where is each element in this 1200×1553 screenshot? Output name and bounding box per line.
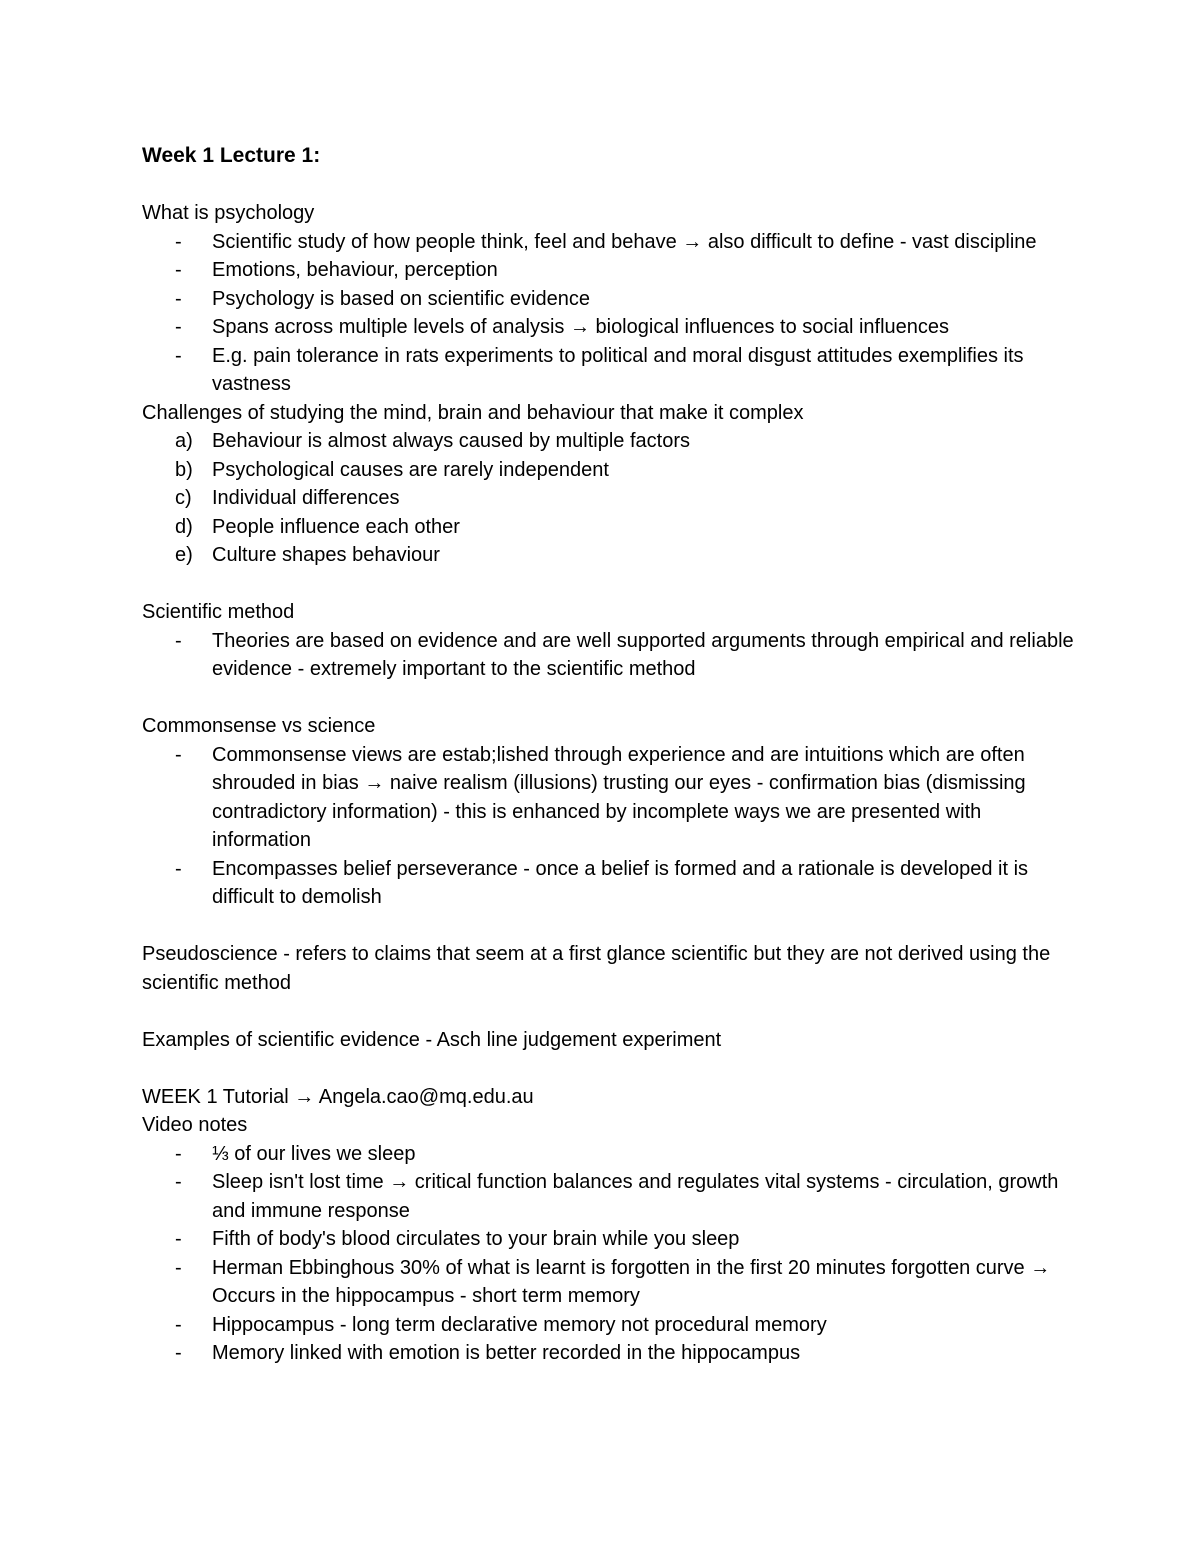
section-heading-tutorial: WEEK 1 Tutorial → Angela.cao@mq.edu.au xyxy=(142,1085,534,1108)
list-marker: c) xyxy=(175,487,192,509)
bullet-marker: - xyxy=(175,1228,182,1250)
list-item-text: Herman Ebbinghous 30% of what is learnt is forgotten in the first 20 minutes forgotten curve → Occurs in the hippocampus - short term memory xyxy=(212,1256,1051,1307)
spacer xyxy=(142,570,1082,599)
list-item-text: Sleep isn't lost time → critical function balances and regulates vital systems - circulation, growth and immune response xyxy=(212,1171,1059,1222)
list-item xyxy=(142,484,1082,513)
bullet-marker: - xyxy=(175,287,182,310)
list-item-text: Culture shapes behaviour xyxy=(212,544,440,566)
list-marker: a) xyxy=(175,430,193,452)
spacer xyxy=(142,912,1082,941)
list-item xyxy=(142,541,1082,570)
list-marker: d) xyxy=(175,515,193,538)
list-item xyxy=(142,228,1082,257)
pseudoscience-paragraph: Pseudoscience - refers to claims that seem at a first glance scientific but they are not derived using the scientific method xyxy=(142,943,1051,994)
spacer xyxy=(142,1054,1082,1083)
list-item xyxy=(142,456,1082,485)
list-item xyxy=(142,313,1082,342)
list-item xyxy=(142,427,1082,456)
bullet-marker: - xyxy=(175,344,182,367)
commonsense-list xyxy=(142,741,1082,912)
examples-paragraph: Examples of scientific evidence - Asch line judgement experiment xyxy=(142,1028,722,1051)
list-item xyxy=(142,1225,1082,1254)
list-item xyxy=(142,1339,1082,1368)
bullet-marker: - xyxy=(175,230,182,253)
list-item xyxy=(142,1168,1082,1225)
list-item-text: ⅓ of our lives we sleep xyxy=(212,1142,416,1165)
list-item xyxy=(142,285,1082,314)
list-item xyxy=(142,1311,1082,1340)
list-item xyxy=(142,256,1082,285)
list-item-text: People influence each other xyxy=(212,515,460,538)
document-page xyxy=(142,141,1082,1368)
list-item xyxy=(142,513,1082,542)
section-heading-psychology: What is psychology xyxy=(142,202,315,224)
section-heading-commonsense: Commonsense vs science xyxy=(142,715,376,737)
spacer xyxy=(142,684,1082,713)
list-item-text: Memory linked with emotion is better recorded in the hippocampus xyxy=(212,1342,801,1364)
bullet-marker: - xyxy=(175,1313,182,1336)
list-item-text: Commonsense views are estab;lished through experience and are intuitions which are often shrouded in bias → naive realism (illusions) trusting our eyes - confirmation bias (dismissing contradictory information) - this is enhanced by incomplete ways we are presented with information xyxy=(212,743,1026,851)
list-item-text: Hippocampus - long term declarative memory not procedural memory xyxy=(212,1313,827,1336)
list-item xyxy=(142,342,1082,399)
list-item-text: Emotions, behaviour, perception xyxy=(212,259,498,281)
list-item-text: Behaviour is almost always caused by multiple factors xyxy=(212,430,690,452)
list-item-text: Spans across multiple levels of analysis → biological influences to social influences xyxy=(212,316,950,338)
list-item-text: Encompasses belief perseverance - once a belief is formed and a rationale is developed it is difficult to demolish xyxy=(212,857,1029,908)
list-marker: b) xyxy=(175,458,193,481)
list-item-text: Psychological causes are rarely independent xyxy=(212,458,609,481)
list-item xyxy=(142,1140,1082,1169)
bullet-marker: - xyxy=(175,857,182,880)
bullet-marker: - xyxy=(175,743,182,766)
bullet-marker: - xyxy=(175,1171,182,1193)
list-item xyxy=(142,1254,1082,1311)
psychology-list xyxy=(142,228,1082,399)
list-item-text: Scientific study of how people think, feel and behave → also difficult to define - vast discipline xyxy=(212,230,1037,253)
bullet-marker: - xyxy=(175,1142,182,1165)
list-item-text: Psychology is based on scientific evidence xyxy=(212,287,590,310)
bullet-marker: - xyxy=(175,629,182,652)
list-item xyxy=(142,855,1082,912)
bullet-marker: - xyxy=(175,316,182,338)
bullet-marker: - xyxy=(175,1342,182,1364)
bullet-marker: - xyxy=(175,259,182,281)
section-subheading-video-notes: Video notes xyxy=(142,1114,248,1136)
list-marker: e) xyxy=(175,544,193,566)
section-heading-challenges: Challenges of studying the mind, brain and behaviour that make it complex xyxy=(142,401,804,424)
challenges-list xyxy=(142,427,1082,570)
list-item-text: E.g. pain tolerance in rats experiments to political and moral disgust attitudes exemplifies its vastness xyxy=(212,344,1024,395)
list-item xyxy=(142,741,1082,855)
page-title: Week 1 Lecture 1: xyxy=(142,144,321,167)
video-notes-list xyxy=(142,1140,1082,1368)
spacer xyxy=(142,997,1082,1026)
list-item-text: Individual differences xyxy=(212,487,400,509)
bullet-marker: - xyxy=(175,1256,182,1279)
list-item-text: Theories are based on evidence and are well supported arguments through empirical and reliable evidence - extremely important to the scientific method xyxy=(212,629,1074,680)
scientific-method-list xyxy=(142,627,1082,684)
list-item-text: Fifth of body's blood circulates to your brain while you sleep xyxy=(212,1228,740,1250)
list-item xyxy=(142,627,1082,684)
section-heading-scientific-method: Scientific method xyxy=(142,601,295,623)
